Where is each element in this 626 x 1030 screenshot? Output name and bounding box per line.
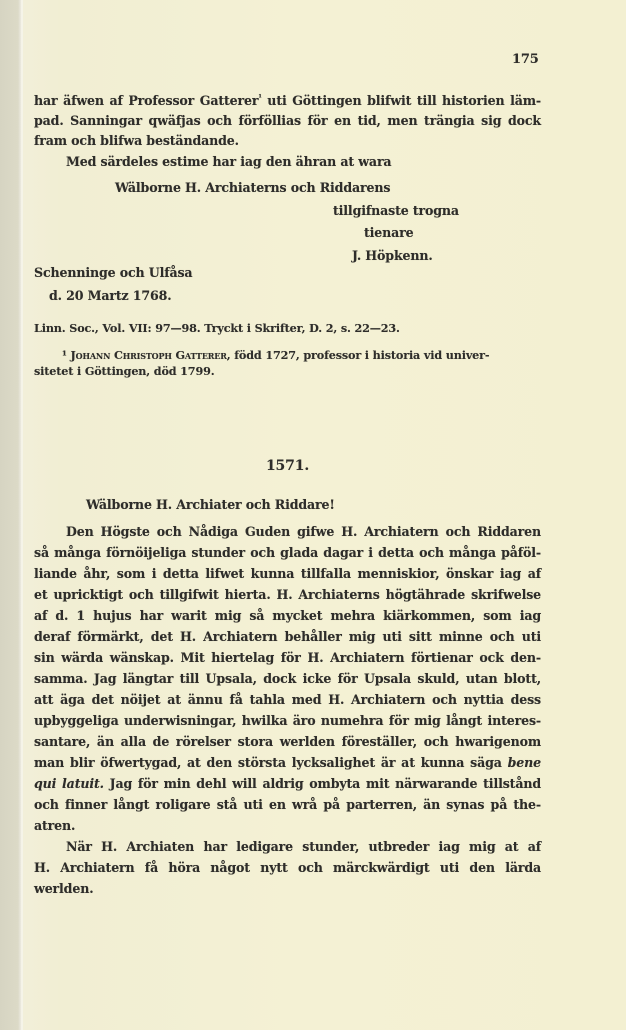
signature-line: tillgifnaste trogna <box>333 203 459 218</box>
text-line <box>34 92 541 108</box>
text-line: santare, än alla de rörelser stora werlden föreställer, och hwarigenom <box>34 734 541 749</box>
text-line: sin wärda wänskap. Mit hiertelag för H. Archiatern förtienar ock den- <box>34 650 541 665</box>
signature-name: J. Höpkenn. <box>352 248 433 263</box>
footnote-name: Johann Christoph Gatterer <box>70 348 227 362</box>
closing-line: Med särdeles estime har iag den ähran at wara <box>66 154 392 169</box>
text-line: samma. Jag längtar till Upsala, dock icke för Upsala skuld, utan blott, <box>34 671 541 686</box>
text-line: et upricktigt och tillgifwit hierta. H. Archiaterns högtährade skrifwelse <box>34 587 541 602</box>
footnote-line: sitetet i Göttingen, död 1799. <box>34 364 215 378</box>
text-line: upbyggeliga underwisningar, hwilka äro numehra för mig långt interes- <box>34 713 541 728</box>
text-line: atren. <box>34 818 76 833</box>
text-line: att äga det nöijet at ännu få tahla med H. Archiatern och nyttia dess <box>34 692 541 707</box>
text-line: deraf förmärkt, det H. Archiatern behåller mig uti sitt minne och uti <box>34 629 541 644</box>
text-line: Den Högste och Nådiga Guden gifwe H. Archiatern och Riddaren <box>66 524 541 539</box>
text-line: liande åhr, som i detta lifwet kunna tillfalla menniskior, önskar iag af <box>34 566 541 581</box>
place-line: Schenninge och Ulfåsa <box>34 265 193 280</box>
footnote-line <box>62 348 489 362</box>
text-span: har äfwen af Professor Gatterer <box>34 93 259 109</box>
salutation: Wälborne H. Archiater och Riddare! <box>86 497 335 512</box>
text-line: och finner långt roligare stå uti en wrå på parterren, än synas på the- <box>34 797 541 812</box>
signature-line: Wälborne H. Archiaterns och Riddarens <box>115 180 391 195</box>
text-span: Jag för min dehl will aldrig ombyta mit närwarande tillstånd <box>103 776 541 791</box>
text-line: pad. Sanningar qwäfjas och förföllias för en tid, men trängia sig dock <box>34 113 541 128</box>
text-line <box>34 755 541 770</box>
signature-line: tienare <box>364 225 414 240</box>
text-line: werlden. <box>34 881 94 896</box>
text-line: fram och blifwa beständande. <box>34 133 239 148</box>
text-span: , född 1727, professor i historia vid univer- <box>226 348 490 362</box>
text-line: så många förnöijeliga stunder och glada dagar i detta och många påföl- <box>34 545 541 560</box>
text-span: man blir öfwertygad, at den största lycksalighet är at kunna säga <box>34 755 502 770</box>
latin-phrase: bene <box>507 755 541 770</box>
text-line: När H. Archiaten har ledigare stunder, utbreder iag mig at af <box>66 839 541 854</box>
text-span: uti Göttingen blifwit till historien läm- <box>261 93 541 109</box>
text-line <box>34 776 541 791</box>
page-number: 175 <box>512 52 539 67</box>
footnote-marker: ¹ <box>62 348 67 362</box>
date-line: d. 20 Martz 1768. <box>49 288 172 303</box>
footnote-marker: ¹ <box>258 92 262 102</box>
source-note: Linn. Soc., Vol. VII: 97—98. Tryckt i Skrifter, D. 2, s. 22—23. <box>34 321 400 335</box>
letter-number: 1571. <box>265 458 310 474</box>
text-line: af d. 1 hujus har warit mig så mycket mehra kiärkommen, som iag <box>34 608 541 623</box>
page-gutter-edge <box>21 0 23 1030</box>
latin-phrase: qui latuit. <box>34 776 104 791</box>
text-line: H. Archiatern få höra något nytt och märckwärdigt uti den lärda <box>34 860 541 875</box>
